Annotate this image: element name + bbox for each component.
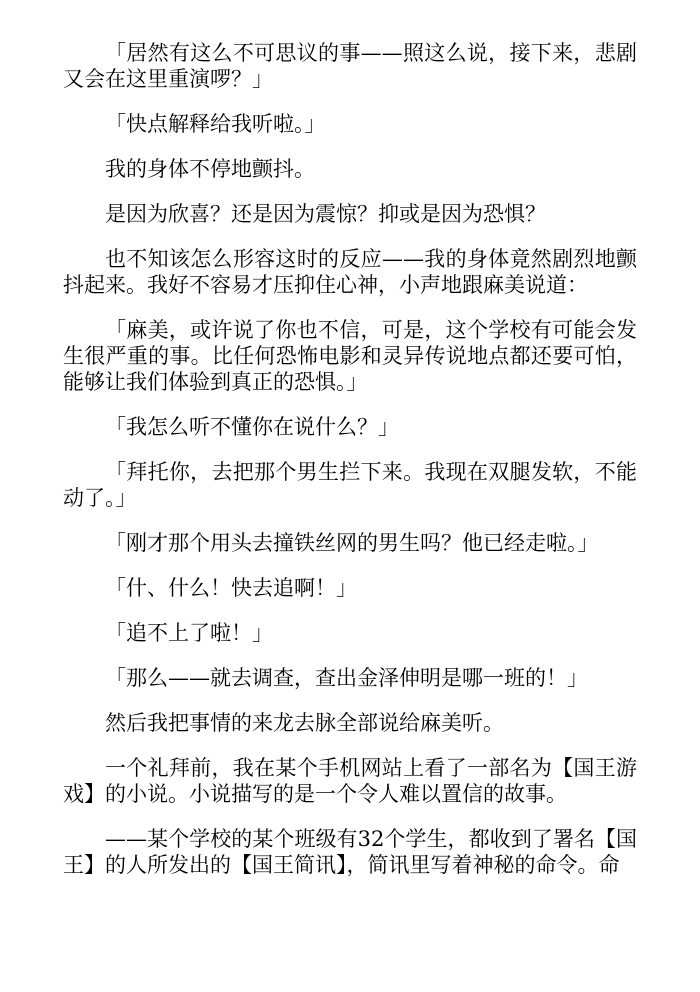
paragraph: 「麻美，或许说了你也不信，可是，这个学校有可能会发生很严重的事。比任何恐怖电影和灵异传说地点都还要可怕，能够让我们体验到真正的恐惧。」	[63, 318, 637, 394]
document-page	[63, 40, 637, 897]
paragraph: 也不知该怎么形容这时的反应——我的身体竟然剧烈地颤抖起来。我好不容易才压抑住心神，小声地跟麻美说道：	[63, 247, 637, 297]
paragraph: 「刚才那个用头去撞铁丝网的男生吗？他已经走啦。」	[105, 531, 599, 555]
paragraph: 「我怎么听不懂你在说什么？」	[105, 415, 399, 439]
paragraph: 是因为欣喜？还是因为震惊？抑或是因为恐惧？	[105, 202, 546, 226]
paragraph: 然后我把事情的来龙去脉全部说给麻美听。	[105, 711, 504, 735]
paragraph: 「居然有这么不可思议的事——照这么说，接下来，悲剧又会在这里重演啰？」	[63, 41, 637, 91]
paragraph: 「快点解释给我听啦。」	[105, 112, 326, 136]
paragraph: 「追不上了啦！」	[105, 621, 273, 645]
paragraph: 一个礼拜前，我在某个手机网站上看了一部名为【国王游戏】的小说。小说描写的是一个令人难以置信的故事。	[63, 756, 637, 806]
paragraph: 「拜托你，去把那个男生拦下来。我现在双腿发软，不能动了。」	[63, 460, 637, 510]
paragraph: 「那么——就去调查，查出金泽伸明是哪一班的！」	[105, 666, 588, 690]
paragraph: 「什、什么！快去追啊！」	[105, 576, 357, 600]
paragraph: 我的身体不停地颤抖。	[105, 157, 315, 181]
paragraph: ——某个学校的某个班级有32个学生，都收到了署名【国王】的人所发出的【国王简讯】，简讯里写着神秘的命令。命	[63, 827, 637, 877]
